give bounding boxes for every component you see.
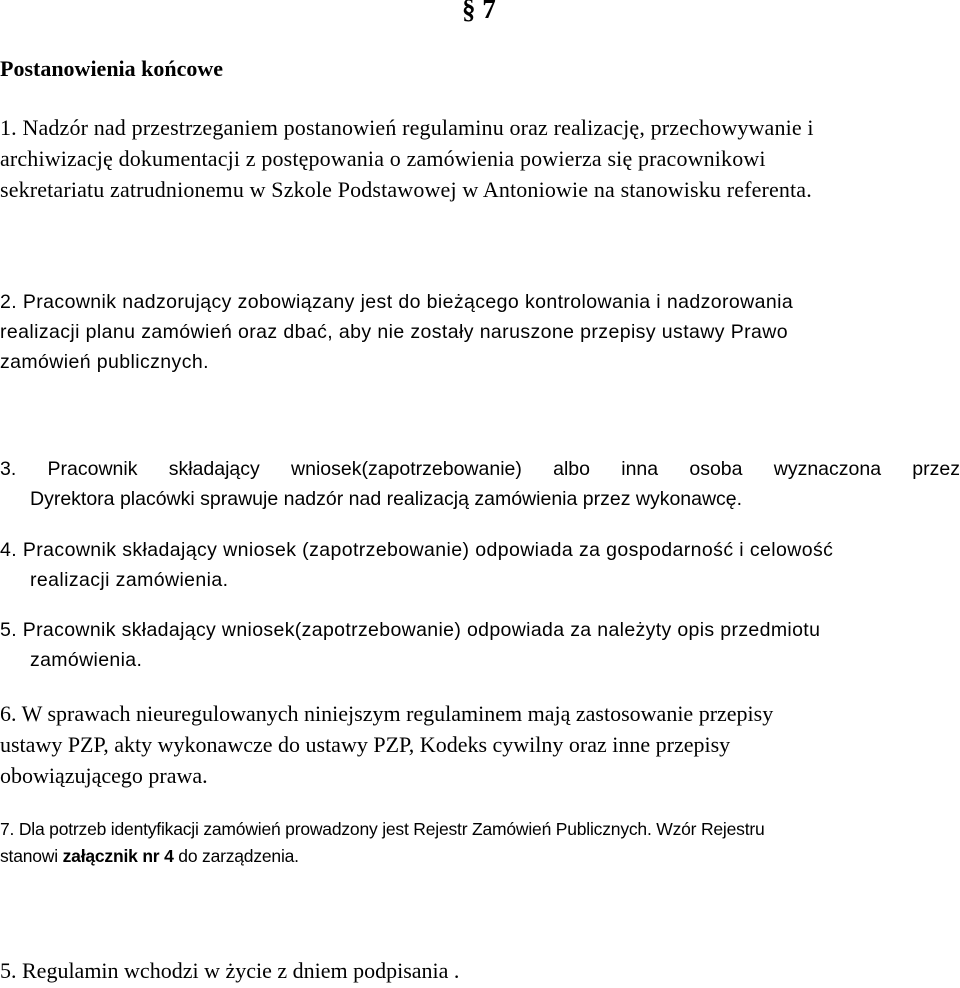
paragraph-1 [0, 112, 814, 205]
paragraph-1-line: 1. Nadzór nad przestrzeganiem postanowień regulaminu oraz realizację, przechowywanie i [0, 115, 814, 140]
paragraph-6-line: obowiązującego prawa. [0, 763, 208, 788]
attachment-reference: załącznik nr 4 [62, 846, 174, 866]
paragraph-7-text: do zarządzenia. [173, 846, 299, 866]
paragraph-3-line: 3. Pracownik składający wniosek(zapotrzebowanie) albo inna osoba wyznaczona przez [0, 458, 960, 480]
paragraph-2-line: realizacji planu zamówień oraz dbać, aby nie zostały naruszone przepisy ustawy Prawo [0, 321, 788, 343]
paragraph-6 [0, 698, 773, 791]
paragraph-1-line: sekretariatu zatrudnionemu w Szkole Podstawowej w Antoniowie na stanowisku referenta. [0, 177, 812, 202]
paragraph-5 [0, 615, 820, 675]
paragraph-4-line: 4. Pracownik składający wniosek (zapotrzebowanie) odpowiada za gospodarność i celowość [0, 539, 834, 561]
paragraph-2-line: zamówień publicznych. [0, 351, 209, 373]
paragraph-6-line: 6. W sprawach nieuregulowanych niniejszym regulaminem mają zastosowanie przepisy [0, 701, 774, 726]
paragraph-5-line: zamówienia. [30, 649, 143, 671]
paragraph-5-line: 5. Pracownik składający wniosek(zapotrzebowanie) odpowiada za należyty opis przedmiotu [0, 619, 821, 641]
paragraph-4-line: realizacji zamówienia. [30, 569, 229, 591]
paragraph-6-line: ustawy PZP, akty wykonawcze do ustawy PZP, Kodeks cywilny oraz inne przepisy [0, 732, 731, 757]
section-number: § 7 [462, 0, 496, 24]
paragraph-7 [0, 816, 765, 870]
section-heading: Postanowienia końcowe [0, 56, 224, 81]
paragraph-7-text: stanowi [0, 846, 63, 866]
paragraph-7-line: 7. Dla potrzeb identyfikacji zamówień prowadzony jest Rejestr Zamówień Publicznych. Wzór Rejestru [0, 819, 765, 839]
paragraph-2-line: 2. Pracownik nadzorujący zobowiązany jest do bieżącego kontrolowania i nadzorowania [0, 291, 794, 313]
paragraph-4 [0, 535, 833, 595]
paragraph-2 [0, 287, 793, 377]
paragraph-3 [0, 454, 960, 514]
paragraph-7-line [0, 843, 765, 870]
paragraph-3-line: Dyrektora placówki sprawuje nadzór nad realizacją zamówienia przez wykonawcę. [30, 488, 743, 510]
paragraph-final: 5. Regulamin wchodzi w życie z dniem podpisania . [0, 958, 460, 983]
paragraph-1-line: archiwizację dokumentacji z postępowania o zamówienia powierza się pracownikowi [0, 146, 766, 171]
